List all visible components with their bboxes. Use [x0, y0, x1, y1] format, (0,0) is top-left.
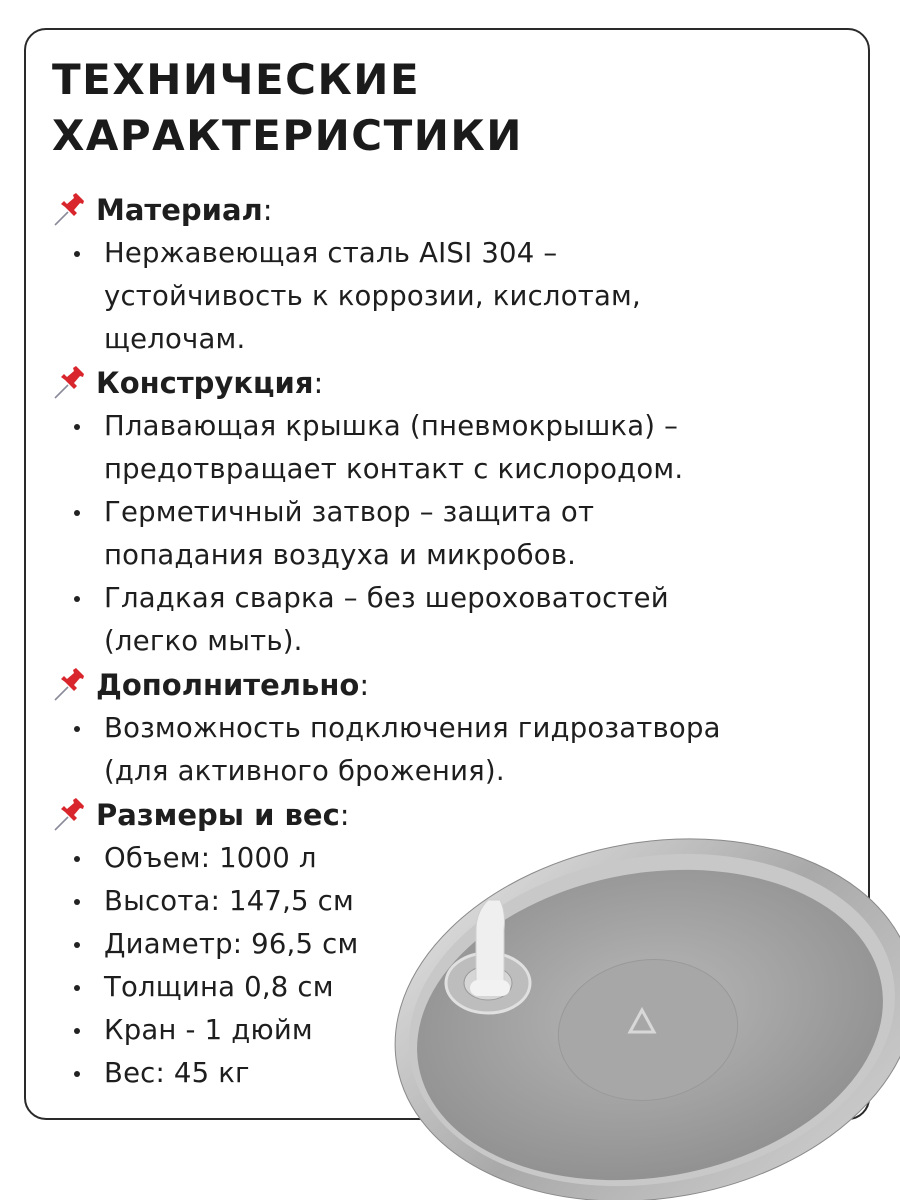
list-item-line: Гладкая сварка – без шероховатостей: [104, 582, 669, 614]
colon: :: [359, 668, 370, 702]
list-item-line: (для активного брожения).: [104, 755, 505, 787]
list-item: [52, 232, 872, 361]
section-heading-text: Материал: [96, 193, 263, 227]
list-item-line: Герметичный затвор – защита от: [104, 496, 595, 528]
list-item: [52, 405, 872, 491]
list-item-line: Объем: 1000 л: [104, 842, 317, 874]
floating-lid-image: [380, 820, 900, 1200]
colon: :: [339, 798, 350, 832]
page-title: [52, 52, 523, 164]
list-item-line: Толщина 0,8 см: [104, 971, 334, 1003]
list-item-line: Плавающая крышка (пневмокрышка) –: [104, 410, 679, 442]
title-line: ТЕХНИЧЕСКИЕ: [52, 55, 421, 104]
list-item-line: (легко мыть).: [104, 625, 303, 657]
pushpin-icon: [52, 366, 90, 400]
list-item-line: попадания воздуха и микробов.: [104, 539, 577, 571]
list-item-line: Высота: 147,5 см: [104, 885, 354, 917]
pushpin-icon: [52, 193, 90, 227]
list-item: [52, 577, 872, 663]
title-line: ХАРАКТЕРИСТИКИ: [52, 111, 523, 160]
section-heading-text: Размеры и вес: [96, 798, 340, 832]
colon: :: [313, 366, 324, 400]
colon: :: [262, 193, 273, 227]
list-item-line: предотвращает контакт с кислородом.: [104, 453, 684, 485]
pushpin-icon: [52, 668, 90, 702]
list-item: [52, 707, 872, 793]
list-item-line: устойчивость к коррозии, кислотам,: [104, 280, 641, 312]
list-item-line: Кран - 1 дюйм: [104, 1014, 313, 1046]
list-item-line: Нержавеющая сталь AISI 304 –: [104, 237, 558, 269]
section-heading: [52, 361, 872, 405]
list-item: [52, 491, 872, 577]
pushpin-icon: [52, 798, 90, 832]
section-heading-text: Конструкция: [96, 366, 314, 400]
list-item-line: щелочам.: [104, 323, 246, 355]
section-heading: [52, 663, 872, 707]
section-heading-text: Дополнительно: [96, 668, 360, 702]
list-item-line: Возможность подключения гидрозатвора: [104, 712, 721, 744]
list-item-line: Диаметр: 96,5 см: [104, 928, 359, 960]
section-heading: [52, 188, 872, 232]
list-item-line: Вес: 45 кг: [104, 1057, 250, 1089]
